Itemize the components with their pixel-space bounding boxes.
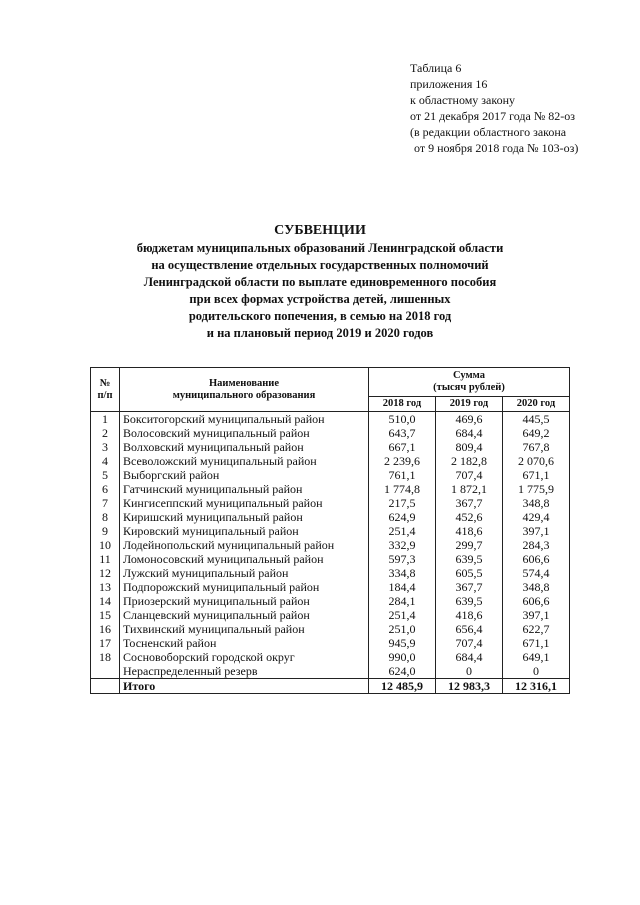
table-row: [91, 524, 570, 538]
table-row: [91, 496, 570, 510]
row-value-2020: 397,1: [503, 608, 570, 622]
row-municipality: Киришский муниципальный район: [120, 510, 369, 524]
row-municipality: Кировский муниципальный район: [120, 524, 369, 538]
table-row: [91, 594, 570, 608]
row-value-2018: 761,1: [369, 468, 436, 482]
table-row: [91, 608, 570, 622]
appendix-note-line: приложения 16: [410, 77, 488, 91]
row-value-2019: 299,7: [436, 538, 503, 552]
row-number: 9: [91, 524, 120, 538]
row-value-2020: 2 070,6: [503, 454, 570, 468]
row-value-2019: 639,5: [436, 594, 503, 608]
table-row: [91, 664, 570, 679]
row-municipality: Приозерский муниципальный район: [120, 594, 369, 608]
row-municipality: Тихвинский муниципальный район: [120, 622, 369, 636]
row-value-2018: 251,0: [369, 622, 436, 636]
row-value-2018: 667,1: [369, 440, 436, 454]
header-year-2020: 2020 год: [503, 397, 570, 412]
row-number: [91, 664, 120, 679]
title-line: и на плановый период 2019 и 2020 годов: [206, 326, 434, 340]
header-year-2018: 2018 год: [369, 397, 436, 412]
row-value-2019: 0: [436, 664, 503, 679]
row-value-2020: 671,1: [503, 468, 570, 482]
row-value-2020: 649,2: [503, 426, 570, 440]
row-value-2019: 1 872,1: [436, 482, 503, 496]
row-value-2018: 334,8: [369, 566, 436, 580]
row-value-2019: 707,4: [436, 636, 503, 650]
row-value-2018: 332,9: [369, 538, 436, 552]
row-value-2019: 605,5: [436, 566, 503, 580]
row-municipality: Выборгский район: [120, 468, 369, 482]
row-number: 16: [91, 622, 120, 636]
row-number: 6: [91, 482, 120, 496]
row-value-2020: 429,4: [503, 510, 570, 524]
row-value-2020: 574,4: [503, 566, 570, 580]
row-value-2020: 622,7: [503, 622, 570, 636]
table-row: [91, 580, 570, 594]
row-value-2018: 945,9: [369, 636, 436, 650]
total-2020: 12 316,1: [503, 679, 570, 694]
row-value-2019: 418,6: [436, 608, 503, 622]
row-value-2018: 251,4: [369, 608, 436, 622]
row-municipality: Сланцевский муниципальный район: [120, 608, 369, 622]
title-line: при всех формах устройства детей, лишенных: [189, 292, 451, 306]
table-row: [91, 552, 570, 566]
row-value-2019: 367,7: [436, 496, 503, 510]
subsidies-table: [90, 367, 570, 694]
row-number: 10: [91, 538, 120, 552]
row-municipality: Лужский муниципальный район: [120, 566, 369, 580]
row-value-2020: 445,5: [503, 412, 570, 427]
row-number: 5: [91, 468, 120, 482]
appendix-note-line: к областному закону: [410, 93, 516, 107]
row-number: 18: [91, 650, 120, 664]
row-number: 17: [91, 636, 120, 650]
row-value-2020: 606,6: [503, 552, 570, 566]
row-value-2018: 251,4: [369, 524, 436, 538]
row-municipality: Всеволожский муниципальный район: [120, 454, 369, 468]
total-2019: 12 983,3: [436, 679, 503, 694]
row-municipality: Сосновоборский городской округ: [120, 650, 369, 664]
header-sum-line1: Сумма: [453, 370, 485, 381]
table-row: [91, 412, 570, 427]
row-value-2018: 624,0: [369, 664, 436, 679]
row-number: 8: [91, 510, 120, 524]
row-value-2020: 348,8: [503, 580, 570, 594]
row-value-2020: 767,8: [503, 440, 570, 454]
table-row: [91, 622, 570, 636]
table-row: [91, 440, 570, 454]
header-municipality-line1: Наименование: [209, 377, 279, 389]
row-number: 14: [91, 594, 120, 608]
title-main: СУБВЕНЦИИ: [274, 223, 366, 238]
row-municipality: Бокситогорский муниципальный район: [120, 412, 369, 427]
header-number: [91, 368, 120, 412]
row-value-2018: 2 239,6: [369, 454, 436, 468]
appendix-note-line: от 21 декабря 2017 года № 82-оз: [410, 109, 576, 123]
header-sum-line2: (тысяч рублей): [433, 382, 505, 393]
row-value-2020: 397,1: [503, 524, 570, 538]
table-row: [91, 538, 570, 552]
title-line: родительского попечения, в семью на 2018 год: [188, 309, 452, 323]
row-value-2019: 367,7: [436, 580, 503, 594]
row-value-2018: 217,5: [369, 496, 436, 510]
header-number-line1: №: [99, 377, 111, 389]
row-number: 12: [91, 566, 120, 580]
row-value-2018: 643,7: [369, 426, 436, 440]
document-title: [0, 222, 640, 342]
table-row: [91, 426, 570, 440]
title-line: Ленинградской области по выплате единовременного пособия: [143, 275, 497, 289]
row-value-2020: 348,8: [503, 496, 570, 510]
row-value-2020: 284,3: [503, 538, 570, 552]
row-municipality: Подпорожский муниципальный район: [120, 580, 369, 594]
table-row: [91, 636, 570, 650]
title-line: бюджетам муниципальных образований Ленинградской области: [136, 241, 504, 255]
row-municipality: Волховский муниципальный район: [120, 440, 369, 454]
row-value-2020: 1 775,9: [503, 482, 570, 496]
title-line: на осуществление отдельных государственных полномочий: [151, 258, 489, 272]
appendix-note-line: Таблица 6: [410, 61, 462, 75]
row-value-2019: 656,4: [436, 622, 503, 636]
header-sum: [369, 368, 570, 397]
row-value-2019: 639,5: [436, 552, 503, 566]
header-number-line2: п/п: [97, 389, 113, 401]
header-municipality: [120, 368, 369, 412]
table-body: [91, 412, 570, 679]
table-row: [91, 566, 570, 580]
appendix-note-line: от 9 ноября 2018 года № 103-оз): [414, 141, 579, 155]
row-number: 2: [91, 426, 120, 440]
row-value-2019: 452,6: [436, 510, 503, 524]
appendix-note: [410, 60, 578, 156]
row-number: 15: [91, 608, 120, 622]
total-label: Итого: [120, 679, 369, 694]
table-row: [91, 510, 570, 524]
row-value-2020: 649,1: [503, 650, 570, 664]
row-number: 3: [91, 440, 120, 454]
row-number: 1: [91, 412, 120, 427]
row-municipality: Лодейнопольский муниципальный район: [120, 538, 369, 552]
row-value-2018: 184,4: [369, 580, 436, 594]
table-row: [91, 454, 570, 468]
row-value-2020: 671,1: [503, 636, 570, 650]
appendix-note-line: (в редакции областного закона: [410, 125, 567, 139]
row-number: 11: [91, 552, 120, 566]
total-2018: 12 485,9: [369, 679, 436, 694]
row-number: 13: [91, 580, 120, 594]
total-row: [91, 679, 570, 694]
row-value-2020: 0: [503, 664, 570, 679]
row-number: 7: [91, 496, 120, 510]
row-value-2019: 418,6: [436, 524, 503, 538]
total-num: [91, 679, 120, 694]
row-municipality: Кингисеппский муниципальный район: [120, 496, 369, 510]
row-municipality: Нераспределенный резерв: [120, 664, 369, 679]
row-number: 4: [91, 454, 120, 468]
row-value-2018: 990,0: [369, 650, 436, 664]
row-value-2019: 809,4: [436, 440, 503, 454]
row-value-2019: 684,4: [436, 650, 503, 664]
row-municipality: Тосненский район: [120, 636, 369, 650]
row-municipality: Ломоносовский муниципальный район: [120, 552, 369, 566]
row-value-2019: 469,6: [436, 412, 503, 427]
row-value-2018: 597,3: [369, 552, 436, 566]
row-value-2019: 707,4: [436, 468, 503, 482]
row-municipality: Гатчинский муниципальный район: [120, 482, 369, 496]
row-value-2018: 1 774,8: [369, 482, 436, 496]
row-municipality: Волосовский муниципальный район: [120, 426, 369, 440]
row-value-2020: 606,6: [503, 594, 570, 608]
row-value-2019: 684,4: [436, 426, 503, 440]
header-municipality-line2: муниципального образования: [172, 389, 316, 401]
table-row: [91, 482, 570, 496]
row-value-2018: 284,1: [369, 594, 436, 608]
row-value-2018: 510,0: [369, 412, 436, 427]
table-row: [91, 650, 570, 664]
row-value-2018: 624,9: [369, 510, 436, 524]
row-value-2019: 2 182,8: [436, 454, 503, 468]
table-row: [91, 468, 570, 482]
header-year-2019: 2019 год: [436, 397, 503, 412]
